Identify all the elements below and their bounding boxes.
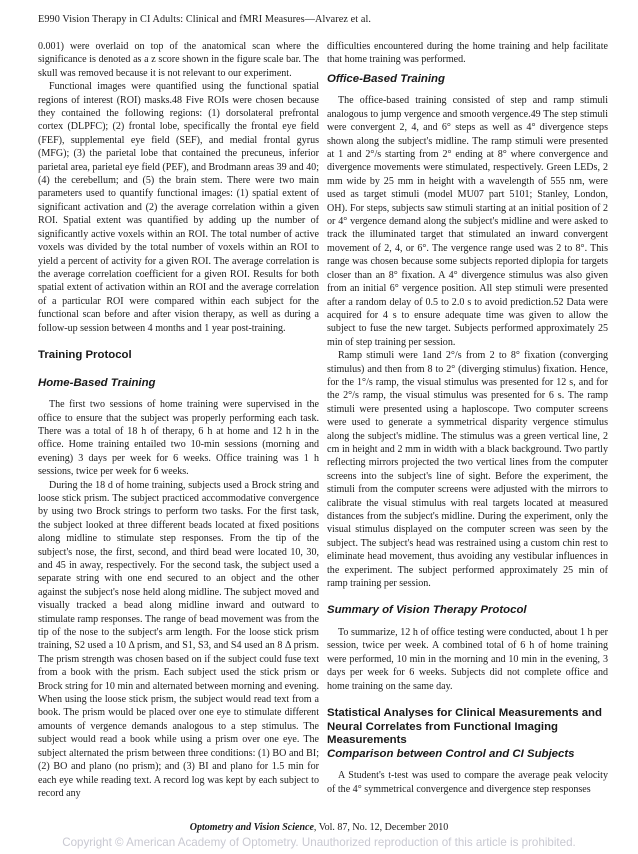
paragraph: difficulties encountered during the home training and help facilitate that home training was performed.	[327, 41, 608, 66]
paragraph: During the 18 d of home training, subjects used a Brock string and loose stick prism. The subject practiced accommodative convergence by using two Brock strings to perform two tasks. For the first task, the subject looked at three different beads located at fixed positions along midline to stimulate step responses. From the tip of the subject's nose, the first, second, and third bead were located 10, 30, and 45 in away, respectively. For the second task, the subject used a separate string with one end secured to an object and the other against the subject's nose held along midline. The subject moved and visually tracked a bead along midline inward and outward to stimulate ramp responses. The range of bead movement was from the tip of the nose to the subject's arm length. For the loose stick prism training, S2 used a 10 Δ prism, and S1, S3, and S4 used an 8 Δ prism. The prism strength was chosen based on if the subject could fuse text from a book with the prism. Each subject used the stick prism or Brock string for 10 min and alternated between morning and evening. When using the loose stick prism, the subject would read text from a book. The prism would be placed over one eye to stimulate different amounts of vergence demands analogous to a step stimulus. The subject would read a book while using a prism over one eye. The subject alternated the prism between three conditions: (1) BO and BI; (2) BO and plano (no prism); and (3) BI and plano for 1.5 min for each eye while reading text. A record log was kept by each subject to record any	[38, 479, 319, 799]
subsection-heading: Summary of Vision Therapy Protocol	[327, 604, 527, 617]
paragraph: To summarize, 12 h of office testing were conducted, about 1 h per session, twice per week. A combined total of 6 h of home training were performed, 10 min in the morning and 10 min in the evening, 3 days per week for 6 weeks. Subjects did not complete office and home training on the same day.	[327, 627, 608, 692]
section-heading: Statistical Analyses for Clinical Measurements and Neural Correlates from Functional Imaging Measurements	[327, 707, 602, 747]
paragraph: The first two sessions of home training were supervised in the office to ensure that the subject was properly performing each task. There was a total of 18 h of therapy, 6 h at home and 12 h in the office. Home training entailed two 10-min sessions (morning and evening) 3 days per week for 6 weeks. Office training was 1 h sessions, twice per week for 6 weeks.	[38, 399, 319, 478]
page-footer	[0, 822, 638, 833]
paragraph: 0.001) were overlaid on top of the anatomical scan where the significance is denoted as a z score shown in the figure scale bar. The skull was removed because it is not relevant to our experiment.	[38, 41, 319, 79]
paragraph: A Student's t-test was used to compare the average peak velocity of the 4° symmetrical convergence and divergence step responses	[327, 770, 608, 795]
subsection-heading: Home-Based Training	[38, 376, 156, 389]
copyright-notice: Copyright © American Academy of Optometry. Unauthorized reproduction of this article is prohibited.	[62, 836, 576, 849]
subsection-heading: Comparison between Control and CI Subjects	[327, 747, 575, 760]
paragraph: Functional images were quantified using the functional spatial regions of interest (ROI) masks.48 Five ROIs were chosen because they contained the following regions: (1) dorsolateral prefrontal cortex (DLPFC); (2) frontal lobe, specifically the frontal eye field (FEF), supplemental eye field (SEF), and medial frontal gyrus (MFG); (3) the parietal lobe that contained the precuneus, inferior parietal area, parietal eye field (PEF), and Brodmann areas 39 and 40; (4) the cerebellum; and (5) the brain stem. There were two main parameters used to quantify functional images: (1) spatial extent of significant activation and (2) the average correlation within a given ROI. Spatial extent was quantified by adding up the number of significantly active voxels within an ROI. The total number of active voxels was divided by the total number of voxels within an ROI to yield a percent of activity for a given ROI. The average correlation is the average correlation coefficient for a given ROI. Results for both spatial extent of activation within an ROI and the average correlation of a particular ROI were compared within each subject for the functional scan before and after vision therapy, as well as during a follow-up session between 4 months and 1 year post-training.	[38, 81, 319, 334]
journal-citation: , Vol. 87, No. 12, December 2010	[313, 822, 449, 833]
section-heading: Training Protocol	[38, 348, 132, 361]
running-head: E990 Vision Therapy in CI Adults: Clinical and fMRI Measures—Alvarez et al.	[38, 14, 372, 25]
paragraph: The office-based training consisted of step and ramp stimuli analogous to jump vergence and smooth vergence.49 The step stimuli were convergent 2, 4, and 6° steps as well as 4° divergence steps shown along the subject's midline. The ramp stimuli were presented at 1 and 2°/s starting from 2° ending at 8° where convergence and divergence movements were stimulated, respectively. Green LEDs, 2 mm wide by 25 mm in height with a wavelength of 555 nm, were used as target stimuli (model MU07 part 5101; Stanley, London, OH). For steps, subjects saw stimuli starting at an initial position of 2 or 4° vergence demand along the subject's midline and were asked to track the illuminated target that stimulated an inward convergent movement of 2, 4, or 6°. The vergence range used was 2 to 8°. This range was chosen because some subjects reported diplopia for targets closer than an 8° fixation. A 4° divergence stimulus was also given from an initial 6° vergence position. All step stimuli were presented after a random delay of 0.5 to 2.0 s to avoid prediction.52 Data were acquired for 4 s to ensure adequate time was given to allow the subject to fuse the new target. Subjects performed approximately 25 min of step training per session.	[327, 95, 608, 348]
journal-name: Optometry and Vision Science	[189, 822, 314, 833]
subsection-heading: Office-Based Training	[327, 72, 445, 85]
paragraph: Ramp stimuli were 1and 2°/s from 2 to 8° fixation (converging stimulus) and then from 8 to 2° (diverging stimulus) fixation. Hence, for the 1°/s ramp, the visual stimulus was presented for 12 s, and for the 2°/s ramp, the visual stimulus was presented for 6 s. The ramp stimuli were presented using a haploscope. Two computer screens were used to generate a symmetrical disparity vergence stimulus along the subject's midline. The stimulus was a green vertical line, 2 cm in height and 2 mm in width with a black background. Two partly reflecting mirrors projected the two vertical lines from the computer screens into the subject's line of sight. Before the experiment, the stimuli from the computer screens were adjusted with the mirrors to calibrate the visual stimulus with real targets located at measured distances from the subject's midline. During the experiment, only the visual stimulus displayed on the computer screen was seen by the subject. The subject's head was restrained using a custom chin rest to eliminate head movement, thus avoiding any vestibular influences in the experiment. The subject performed approximately 25 min of ramp training per session.	[327, 350, 608, 590]
left-column	[38, 40, 319, 800]
right-column	[327, 40, 608, 796]
